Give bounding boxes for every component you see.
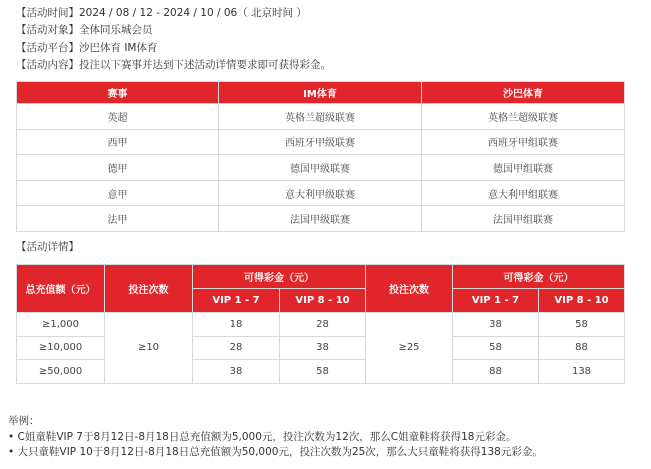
table-row (17, 155, 625, 181)
league-name: 英超 (17, 104, 219, 130)
header-vip-1-7-g1: VIP 1 - 7 (193, 289, 280, 313)
bonus-value: 58 (539, 313, 625, 337)
table-row (17, 104, 625, 130)
im-league-name: 西班牙甲级联赛 (219, 129, 422, 155)
header-total-deposit: 总充值额（元） (17, 265, 105, 313)
activity-info (16, 5, 331, 74)
league-name: 西甲 (17, 129, 219, 155)
bonus-value: 28 (280, 313, 366, 337)
header-bonus-1: 可得彩金（元） (193, 265, 366, 289)
header-event: 赛事 (17, 82, 219, 104)
bonus-value: 28 (193, 336, 280, 360)
league-table (16, 81, 625, 232)
activity-target: 【活动对象】全体同乐城会员 (16, 24, 153, 37)
saba-league-name: 法国甲组联赛 (422, 206, 625, 232)
bonus-value: 138 (539, 360, 625, 384)
activity-content: 【活动内容】投注以下赛事并达到下述活动详情要求即可获得彩金。 (16, 58, 331, 71)
activity-time: 【活动时间】2024 / 08 / 12 - 2024 / 10 / 06（ 北京时间 ） (16, 7, 307, 19)
header-vip-8-10-g2: VIP 8 - 10 (539, 289, 625, 313)
bonus-value: 88 (453, 360, 539, 384)
deposit-amount: ≥1,000 (17, 313, 105, 337)
bet-count-group-1: ≥10 (105, 313, 193, 384)
league-table-header (17, 82, 625, 104)
bonus-value: 88 (539, 336, 625, 360)
bonus-table-header-top (17, 265, 625, 289)
header-bet-count-2: 投注次数 (366, 265, 453, 313)
im-league-name: 英格兰超级联赛 (219, 104, 422, 130)
example-item: • 大只童鞋VIP 10于8月12日-8月18日总充值额为50,000元，投注次数为25次，那么大只童鞋将获得138元彩金。 (8, 446, 543, 458)
example-item: • C姐童鞋VIP 7于8月12日-8月18日总充值额为5,000元，投注次数为12次，那么C姐童鞋将获得18元彩金。 (8, 430, 517, 443)
examples-title: 举例： (8, 415, 40, 427)
activity-platform: 【活动平台】沙巴体育 IM体育 (16, 41, 158, 54)
table-row (17, 129, 625, 155)
bonus-value: 38 (193, 360, 280, 384)
saba-league-name: 英格兰超级联赛 (422, 104, 625, 130)
header-vip-8-10-g1: VIP 8 - 10 (280, 289, 366, 313)
deposit-amount: ≥10,000 (17, 336, 105, 360)
header-saba: 沙巴体育 (422, 82, 625, 104)
saba-league-name: 西班牙甲组联赛 (422, 129, 625, 155)
table-row (17, 313, 625, 337)
bonus-table (16, 264, 625, 384)
saba-league-name: 意大利甲组联赛 (422, 180, 625, 206)
header-im: IM体育 (219, 82, 422, 104)
bonus-value: 58 (453, 336, 539, 360)
im-league-name: 意大利甲级联赛 (219, 180, 422, 206)
header-bet-count-1: 投注次数 (105, 265, 193, 313)
league-name: 德甲 (17, 155, 219, 181)
bonus-value: 38 (280, 336, 366, 360)
bonus-value: 18 (193, 313, 280, 337)
header-bonus-2: 可得彩金（元） (453, 265, 625, 289)
bonus-value: 58 (280, 360, 366, 384)
examples (8, 414, 543, 461)
league-name: 意甲 (17, 180, 219, 206)
bonus-value: 38 (453, 313, 539, 337)
table-row (17, 180, 625, 206)
table-row (17, 206, 625, 232)
im-league-name: 德国甲级联赛 (219, 155, 422, 181)
saba-league-name: 德国甲组联赛 (422, 155, 625, 181)
details-label: 【活动详情】 (16, 241, 79, 253)
deposit-amount: ≥50,000 (17, 360, 105, 384)
bet-count-group-2: ≥25 (366, 313, 453, 384)
league-name: 法甲 (17, 206, 219, 232)
im-league-name: 法国甲级联赛 (219, 206, 422, 232)
header-vip-1-7-g2: VIP 1 - 7 (453, 289, 539, 313)
